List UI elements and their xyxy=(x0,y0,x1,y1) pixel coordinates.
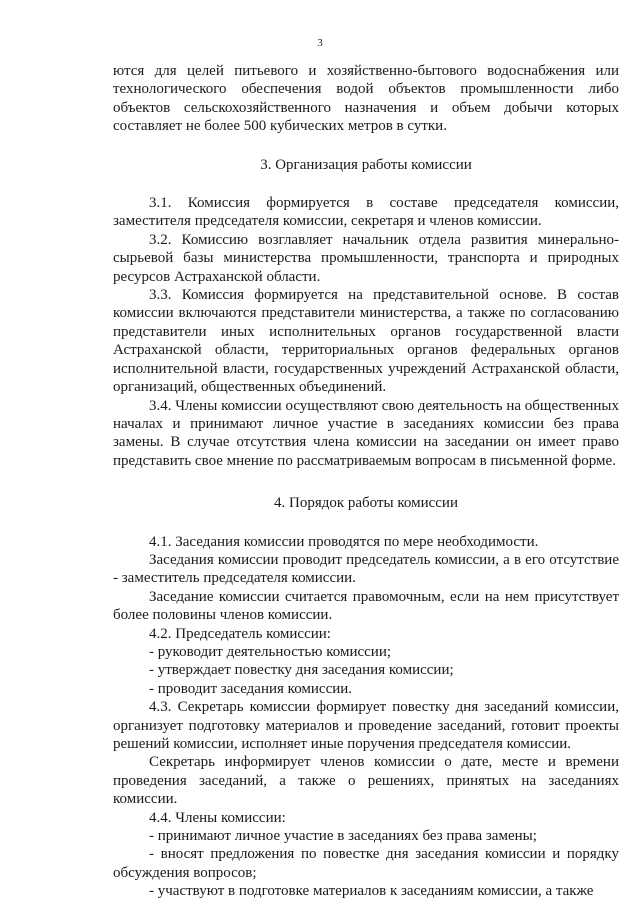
paragraph-3-2: 3.2. Комиссию возглавляет начальник отдела развития минерально-сырьевой базы министерства промышленности, транспорта и природных ресурсов Астраханской области. xyxy=(113,231,619,285)
list-item: - принимают личное участие в заседаниях без права замены; xyxy=(149,828,537,845)
paragraph-4-1: 4.1. Заседания комиссии проводятся по мере необходимости. xyxy=(149,533,539,550)
list-item: - участвуют в подготовке материалов к заседаниям комиссии, а также xyxy=(149,883,594,900)
page-number: 3 xyxy=(317,37,323,49)
document-body xyxy=(113,62,619,901)
list-item: - руководит деятельностью комиссии; xyxy=(149,643,392,660)
paragraph-4-2: 4.2. Председатель комиссии: xyxy=(149,625,331,642)
paragraph-4-4: 4.4. Члены комиссии: xyxy=(149,809,286,826)
paragraph-4-1-c: Заседание комиссии считается правомочным, если на нем присутствует более половины членов комиссии. xyxy=(113,588,619,624)
intro-paragraph: ются для целей питьевого и хозяйственно-бытового водоснабжения или технологического обеспечения водой объектов промышленности либо объектов сельскохозяйственного назначения и объем добычи которых составляет не более 500 кубических метров в сутки. xyxy=(113,63,619,135)
list-item: - вносят предложения по повестке дня заседания комиссии и порядку обсуждения вопросов; xyxy=(113,846,619,881)
paragraph-4-3: 4.3. Секретарь комиссии формирует повестку дня заседаний комиссии, организует подготовку материалов и проведение заседаний, готовит проекты решений комиссии, исполняет иные поручения председателя комиссии. xyxy=(113,699,619,752)
list-item: - проводит заседания комиссии. xyxy=(149,680,353,697)
list-item: - утверждает повестку дня заседания комиссии; xyxy=(149,662,454,679)
paragraph-4-1-b: Заседания комиссии проводит председатель комиссии, а в его отсутствие - заместитель председателя комиссии. xyxy=(113,551,619,587)
paragraph-3-4: 3.4. Члены комиссии осуществляют свою деятельность на общественных началах и принимают личное участие в заседаниях комиссии без права замены. В случае отсутствия члена комиссии на заседании он имеет право представить свое мнение по рассматриваемым вопросам в письменной форме. xyxy=(113,397,619,469)
paragraph-3-1: 3.1. Комиссия формируется в составе председателя комиссии, заместителя председателя комиссии, секретаря и членов комиссии. xyxy=(113,195,619,230)
paragraph-4-3-b: Секретарь информирует членов комиссии о дате, месте и времени проведения заседаний, а также о решениях, принятых на заседаниях комиссии. xyxy=(113,754,619,808)
paragraph-3-3: 3.3. Комиссия формируется на представительной основе. В состав комиссии включаются представители министерства, а также по согласованию представители иных исполнительных органов государственной власти Астраханской области, территориальных органов федеральных органов исполнительной власти, государственных учреждений Астраханской области, организаций, общественных объединений. xyxy=(113,287,619,396)
section-3-heading: 3. Организация работы комиссии xyxy=(260,156,472,173)
section-4-heading: 4. Порядок работы комиссии xyxy=(273,495,458,512)
